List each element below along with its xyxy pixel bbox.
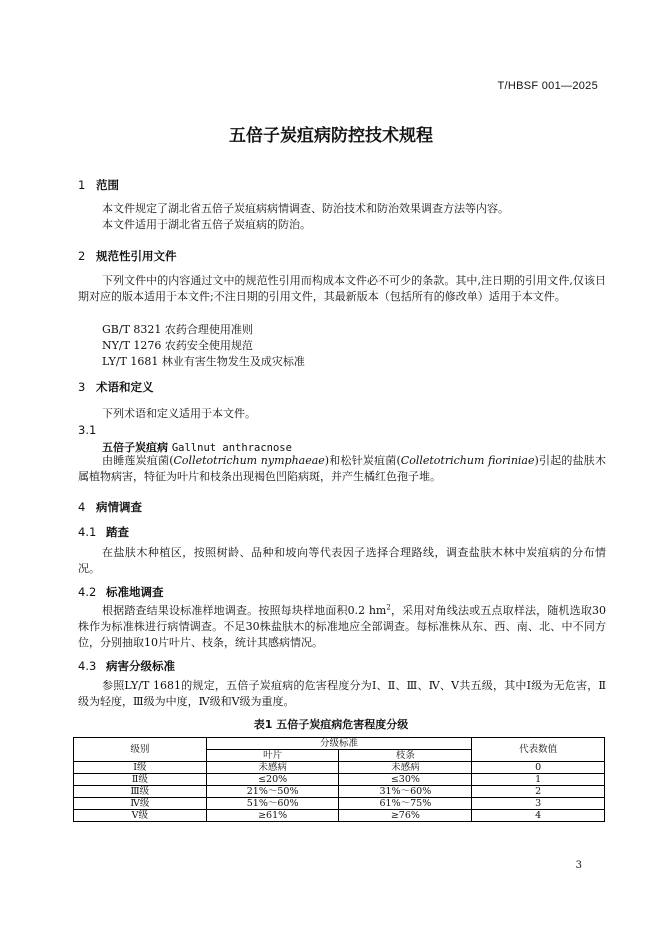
cell-grade: Ⅰ级 [74, 762, 207, 774]
cell-value: 0 [472, 762, 605, 774]
section-1-heading [78, 177, 119, 193]
section-4-heading [78, 499, 142, 515]
section-number: 4.1 [78, 525, 97, 539]
header-branch: 枝条 [339, 750, 472, 762]
cell-branch: ≤30% [339, 774, 472, 786]
table-row [74, 798, 605, 810]
definition-text: )引起的盐肤木属植物病害，特征为叶片和枝条出现褐色凹陷病斑，并产生橘红色孢子堆。 [78, 454, 607, 483]
section-3-paragraph-1: 下列术语和定义适用于本文件。 [102, 407, 256, 420]
cell-value: 2 [472, 786, 605, 798]
grading-table [73, 737, 605, 822]
paragraph-text: ，采用对角线法或五点取样法，随机选取30株作为标准株进行病情调查。不足30株盐肤木的标准地应全部调查。每标准株从东、西、南、北、中不同方位，分别抽取10片叶片、枝条，统计其感病情况。 [78, 604, 606, 649]
section-4-1-heading [78, 524, 129, 540]
term-number: 3.1 [78, 423, 97, 437]
section-1-paragraph-1: 本文件规定了湖北省五倍子炭疽病病情调查、防治技术和防治效果调查方法等内容。 [102, 202, 509, 215]
cell-leaf: ≥61% [206, 810, 339, 822]
section-title: 术语和定义 [96, 380, 154, 394]
species-name: Colletotrichum fioriniae [400, 454, 535, 467]
cell-branch: 31%～60% [339, 786, 472, 798]
section-2-heading [78, 248, 177, 264]
table-row [74, 810, 605, 822]
term-chinese: 五倍子炭疽病 [102, 441, 168, 454]
reference-item: GB/T 8321 农药合理使用准则 [102, 323, 253, 336]
section-number: 2 [78, 249, 86, 263]
term-definition [78, 453, 606, 485]
section-number: 3 [78, 380, 86, 394]
reference-item: NY/T 1276 农药安全使用规范 [102, 339, 253, 352]
cell-grade: Ⅲ级 [74, 786, 207, 798]
cell-branch: ≥76% [339, 810, 472, 822]
section-1-paragraph-2: 本文件适用于湖北省五倍子炭疽病的防治。 [102, 218, 311, 231]
section-4-3-heading [78, 658, 175, 674]
header-leaf: 叶片 [206, 750, 339, 762]
section-number: 4 [78, 500, 86, 514]
section-title: 范围 [96, 178, 119, 192]
cell-value: 1 [472, 774, 605, 786]
cell-leaf: 未感病 [206, 762, 339, 774]
section-number: 4.2 [78, 585, 97, 599]
term-english: Gallnut anthracnose [171, 442, 292, 454]
table-row [74, 762, 605, 774]
page-number: 3 [575, 860, 582, 871]
section-2-paragraph-1: 下列文件中的内容通过文中的规范性引用而构成本文件必不可少的条款。其中,注日期的引用文件,仅该日期对应的版本适用于本文件;不注日期的引用文件，其最新版本（包括所有的修改单）适用于本文件。 [78, 274, 606, 303]
cell-leaf: 21%～50% [206, 786, 339, 798]
definition-text: 由睡莲炭疽菌( [102, 454, 174, 467]
cell-grade: Ⅱ级 [74, 774, 207, 786]
table-row [74, 786, 605, 798]
section-number: 4.3 [78, 659, 97, 673]
cell-value: 4 [472, 810, 605, 822]
section-title: 标准地调查 [106, 585, 164, 599]
cell-branch: 未感病 [339, 762, 472, 774]
section-title: 踏查 [106, 525, 129, 539]
cell-leaf: 51%～60% [206, 798, 339, 810]
document-title: 五倍子炭疽病防控技术规程 [229, 126, 433, 146]
header-value: 代表数值 [472, 738, 605, 762]
section-4-3-paragraph: 参照LY/T 1681的规定，五倍子炭疽病的危害程度分为Ⅰ、Ⅱ、Ⅲ、Ⅳ、Ⅴ共五级，其中Ⅰ级为无危害，Ⅱ级为轻度，Ⅲ级为中度，Ⅳ级和Ⅴ级为重度。 [78, 679, 606, 708]
superscript: 2 [386, 603, 391, 612]
cell-branch: 61%～75% [339, 798, 472, 810]
cell-leaf: ≤20% [206, 774, 339, 786]
section-4-2-paragraph [78, 603, 606, 651]
header-criteria: 分级标准 [206, 738, 472, 750]
cell-value: 3 [472, 798, 605, 810]
section-title: 病害分级标准 [106, 659, 175, 673]
paragraph-text: 根据踏查结果设标准样地调查。按照每块样地面积0.2 hm [102, 604, 387, 617]
section-title: 规范性引用文件 [96, 249, 177, 263]
section-4-1-paragraph: 在盐肤木种植区，按照树龄、品种和坡向等代表因子选择合理路线，调查盐肤木林中炭疽病的分布情况。 [78, 546, 606, 575]
section-number: 1 [78, 178, 86, 192]
section-4-2-heading [78, 584, 164, 600]
reference-item: LY/T 1681 林业有害生物发生及成灾标准 [102, 355, 305, 368]
document-code: T/HBSF 001—2025 [497, 80, 598, 92]
header-grade: 级别 [74, 738, 207, 762]
definition-text: )和松针炭疽菌( [324, 454, 401, 467]
table-caption: 表1 五倍子炭疽病危害程度分级 [253, 718, 409, 731]
species-name: Colletotrichum nymphaeae [173, 454, 325, 467]
cell-grade: Ⅳ级 [74, 798, 207, 810]
cell-grade: Ⅴ级 [74, 810, 207, 822]
table-row [74, 774, 605, 786]
section-title: 病情调查 [96, 500, 142, 514]
section-3-heading [78, 379, 154, 395]
